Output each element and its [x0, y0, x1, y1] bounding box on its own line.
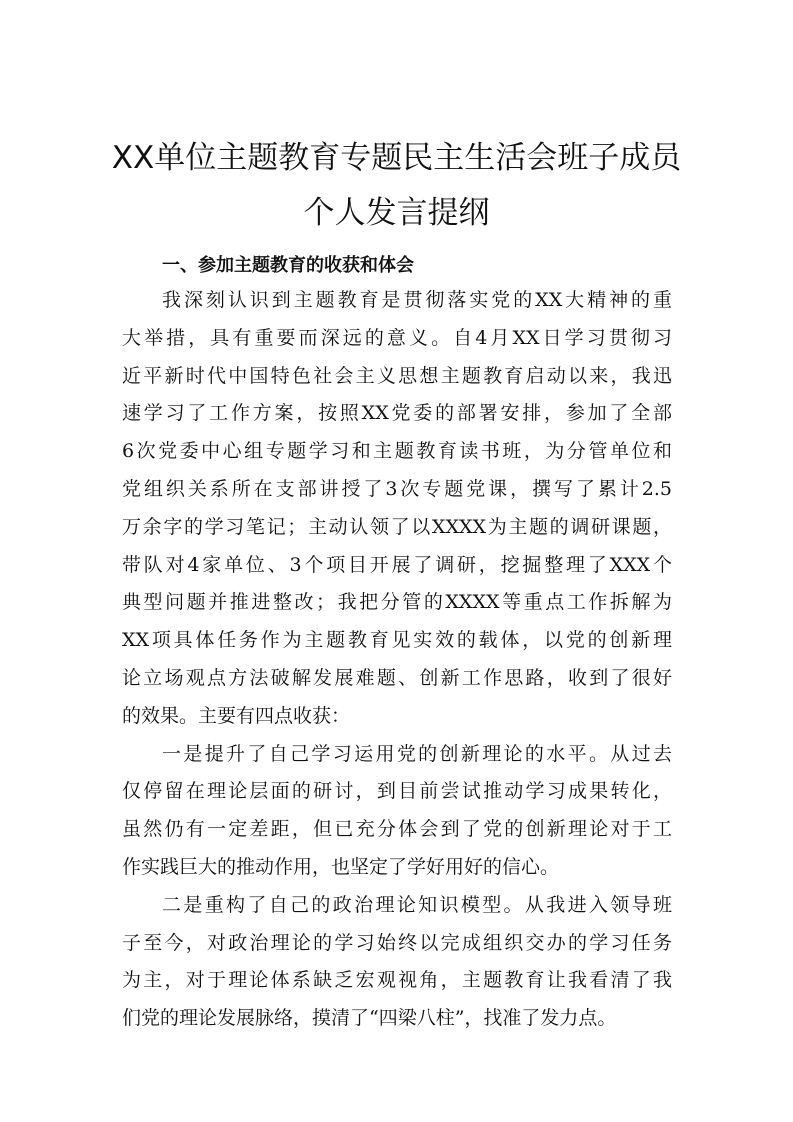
paragraph-line: XX项具体任务作为主题教育见实效的载体，以党的创新理: [122, 629, 672, 652]
paragraph-line: 6次党委中心组专题学习和主题教育读书班，为分管单位和: [122, 440, 672, 463]
paragraph-line: 为主，对于理论体系缺乏宏观视角，主题教育让我看清了我: [122, 969, 672, 992]
paragraph-line: 我深刻认识到主题教育是贯彻落实党的XX大精神的重: [162, 289, 672, 311]
paragraph-line: 论立场观点方法破解发展难题、创新工作思路，收到了很好: [122, 666, 672, 689]
paragraph-line: 虽然仍有一定差距，但已充分体会到了党的创新理论对于工: [122, 818, 672, 841]
paragraph-line: 作实践巨大的推动作用，也坚定了学好用好的信心。: [122, 855, 560, 878]
paragraph-line: 子至今，对政治理论的学习始终以完成组织交办的学习任务: [122, 931, 672, 954]
paragraph-line: 仅停留在理论层面的研讨，到目前尝试推动学习成果转化，: [122, 780, 672, 803]
paragraph-line: 近平新时代中国特色社会主义思想主题教育启动以来，我迅: [122, 364, 672, 387]
paragraph-line: 们党的理论发展脉络，摸清了“四梁八柱”，找准了发力点。: [122, 1007, 617, 1030]
paragraph-line: 党组织关系所在支部讲授了3次专题党课，撰写了累计2.5: [122, 477, 672, 500]
document-body: [122, 282, 672, 1038]
paragraph-line: 万余字的学习笔记；主动认领了以XXXX为主题的调研课题，: [122, 515, 672, 538]
paragraph-line: 一是提升了自己学习运用党的创新理论的水平。从过去: [162, 742, 672, 765]
paragraph-line: 典型问题并推进整改；我把分管的XXXX等重点工作拆解为: [122, 591, 672, 614]
document-title-line-2: 个人发言提纲: [303, 195, 490, 231]
paragraph-line: 速学习了工作方案，按照XX党委的部署安排，参加了全部: [122, 402, 672, 425]
paragraph-line: 大举措，具有重要而深远的意义。自4月XX日学习贯彻习: [122, 326, 672, 349]
paragraph-line: 二是重构了自己的政治理论知识模型。从我进入领导班: [162, 893, 672, 916]
section-heading: 一、参加主题教育的收获和体会: [162, 255, 414, 276]
paragraph-line: 带队对4家单位、3个项目开展了调研，挖掘整理了XXX个: [122, 553, 672, 576]
paragraph-line: 的效果。主要有四点收获：: [122, 704, 351, 727]
document-title-line-1: XX单位主题教育专题民主生活会班子成员: [111, 140, 682, 176]
